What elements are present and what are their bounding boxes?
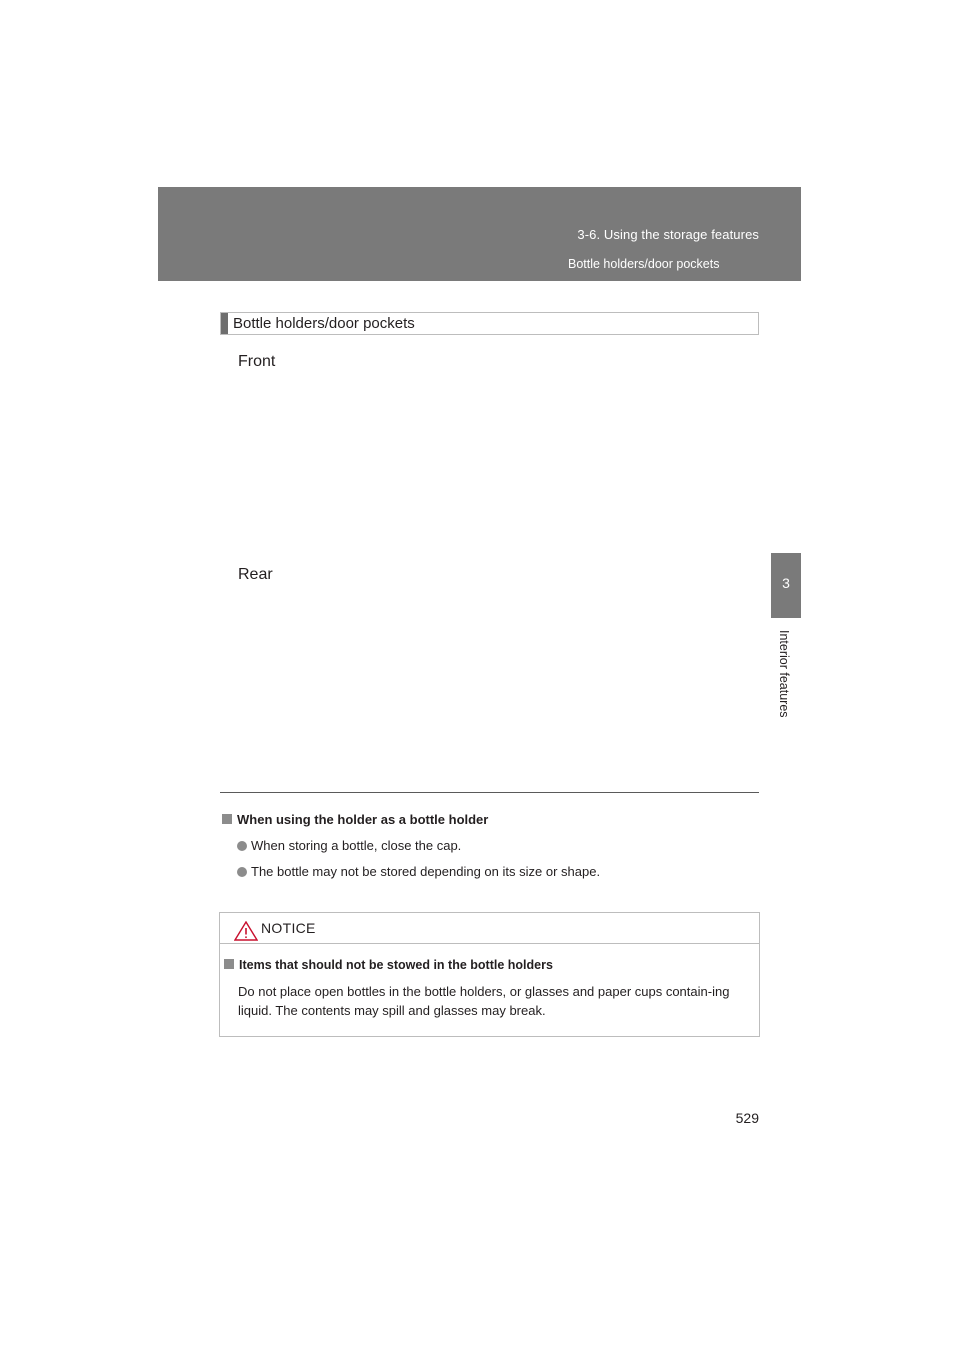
section-heading: Bottle holders/door pockets (233, 315, 415, 332)
notice-box (219, 912, 760, 1037)
chapter-tab (771, 553, 801, 618)
section-title: Bottle holders/door pockets (568, 257, 720, 271)
list-item-text: The bottle may not be stored depending on its size or shape. (251, 864, 601, 879)
heading-accent (221, 313, 228, 334)
square-bullet-icon (224, 959, 234, 969)
chapter-tab-number: 3 (782, 575, 790, 591)
list-item (237, 864, 600, 879)
note-heading (222, 812, 488, 827)
square-bullet-icon (222, 814, 232, 824)
chapter-title: 3-6. Using the storage features (577, 227, 759, 242)
page-number: 529 (735, 1110, 759, 1126)
notice-title: NOTICE (261, 920, 316, 936)
section-divider (220, 792, 759, 793)
list-item (237, 838, 461, 853)
chapter-tab-label: Interior features (777, 630, 791, 718)
notice-item-body: Do not place open bottles in the bottle holders, or glasses and paper cups contain-ing liquid. The contents may spill and glasses may break. (238, 984, 730, 1018)
rear-label: Rear (238, 566, 273, 583)
notice-item-heading (224, 958, 553, 972)
warning-triangle-icon (234, 921, 258, 941)
circle-bullet-icon (237, 867, 247, 877)
notice-item-heading-text: Items that should not be stowed in the bottle holders (239, 958, 553, 972)
circle-bullet-icon (237, 841, 247, 851)
front-label: Front (238, 353, 276, 370)
notice-header (220, 913, 759, 944)
note-heading-text: When using the holder as a bottle holder (237, 812, 489, 827)
section-heading-bar (220, 312, 759, 335)
header-band (158, 187, 801, 281)
list-item-text: When storing a bottle, close the cap. (251, 838, 462, 853)
